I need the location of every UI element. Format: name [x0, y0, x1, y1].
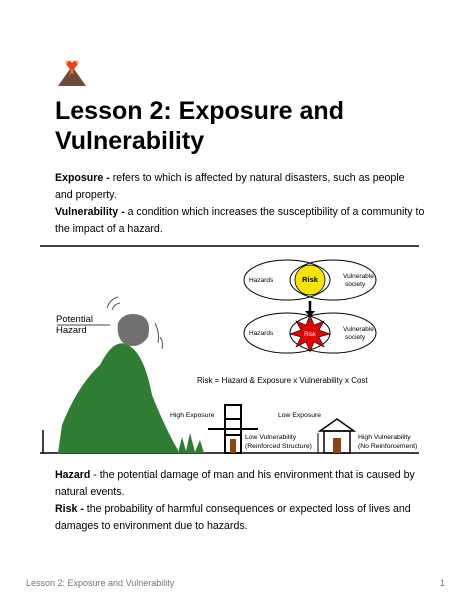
venn-risk-label-2: Risk [304, 332, 316, 338]
exposure-definition [55, 170, 425, 204]
unreinforced-house [320, 419, 354, 453]
venn-vuln-label-3: Vulnerable [343, 326, 374, 333]
page-title: Lesson 2: Exposure and Vulnerability [55, 97, 344, 155]
risk-text: the probability of harmful consequences or expected loss of lives and damages to environment due to hazards. [55, 503, 411, 532]
footer-title: Lesson 2: Exposure and Vulnerability [26, 578, 175, 588]
venn-hazards-label-2: Hazards [249, 330, 274, 337]
exposure-text: refers to which is affected by natural disasters, such as people and property. [55, 172, 405, 201]
vulnerability-text: a condition which increases the susceptibility of a community to the impact of a hazard. [55, 206, 425, 235]
high-vulnerability-label-2: (No Reinforcement) [358, 443, 418, 450]
low-exposure-label: Low Exposure [278, 412, 322, 419]
exposure-term: Exposure - [55, 172, 110, 184]
high-vulnerability-label-1: High Vulnerability [358, 434, 411, 441]
venn-vuln-label-2: society [345, 281, 366, 288]
vulnerability-definition [55, 204, 425, 238]
risk-term: Risk - [55, 503, 84, 515]
venn-vuln-label-1: Vulnerable [343, 273, 374, 280]
volcano-plume [118, 314, 149, 346]
volcano-mountain [58, 343, 178, 453]
page-number: 1 [440, 578, 446, 588]
hazard-text: - the potential damage of man and his environment that is caused by natural events. [55, 469, 415, 498]
potential-hazard-label-1: Potential [56, 314, 93, 325]
high-exposure-label: High Exposure [170, 412, 215, 419]
potential-hazard-label-2: Hazard [56, 325, 87, 336]
venn-vuln-label-4: society [345, 334, 366, 341]
venn-risk-label: Risk [302, 275, 318, 284]
risk-diagram [40, 245, 419, 460]
risk-definition [55, 501, 425, 535]
hazard-definition [55, 467, 425, 501]
risk-formula: Risk = Hazard & Exposure x Vulnerability x Cost [197, 376, 368, 385]
venn-hazards-label: Hazards [249, 277, 274, 284]
low-vulnerability-label-2: (Reinforced Structure) [245, 443, 312, 450]
vulnerability-term: Vulnerability - [55, 206, 125, 218]
hazard-term: Hazard [55, 469, 91, 481]
low-vulnerability-label-1: Low Vulnerability [245, 434, 297, 441]
volcano-icon [56, 56, 88, 88]
